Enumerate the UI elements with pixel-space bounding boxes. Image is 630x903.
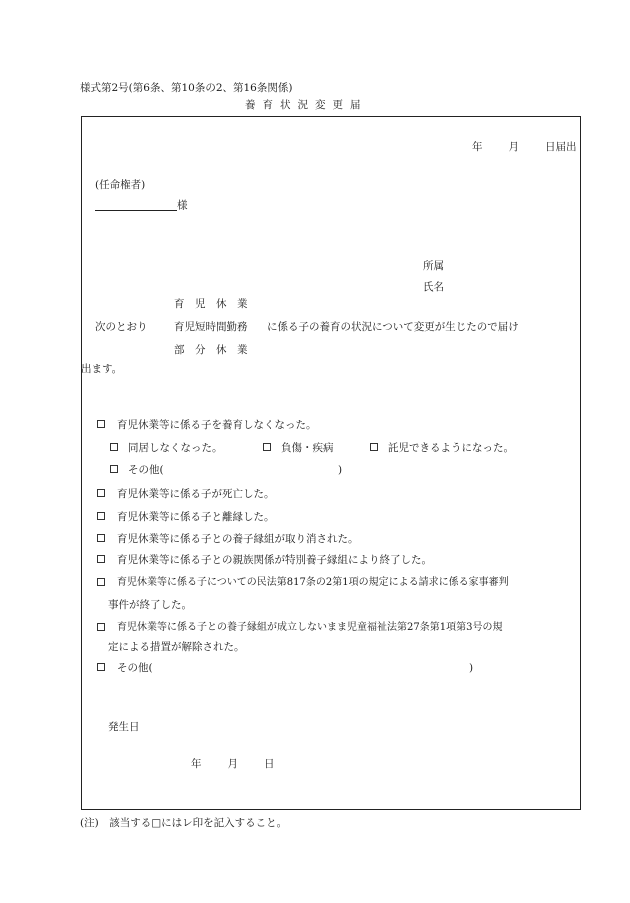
affiliation-label: 所属 xyxy=(423,260,444,272)
footnote: (注) 該当する□にはレ印を記入すること。 xyxy=(80,817,288,829)
sub-not-cohabiting[interactable]: 同居しなくなった。 xyxy=(110,443,223,454)
sub-injury-illness[interactable]: 負傷・疾病 xyxy=(263,443,334,454)
checkbox[interactable] xyxy=(97,663,105,671)
item-special-adoption[interactable]: 育児休業等に係る子との親族関係が特別養子縁組により終了した。 xyxy=(97,555,432,566)
sub-other[interactable]: その他( xyxy=(110,465,164,476)
checkbox[interactable] xyxy=(97,489,105,497)
recipient-blank[interactable] xyxy=(95,199,177,211)
name-label: 氏名 xyxy=(423,281,444,293)
intro-continuation: 出ます。 xyxy=(81,363,123,375)
item-no-longer-raising[interactable]: 育児休業等に係る子を養育しなくなった。 xyxy=(97,420,317,431)
checkbox[interactable] xyxy=(97,555,105,563)
date-day: 日届出 xyxy=(545,141,577,153)
checkbox[interactable] xyxy=(97,512,105,520)
occurrence-month: 月 xyxy=(227,758,238,770)
occurrence-year: 年 xyxy=(191,758,202,770)
recipient-honorific: 様 xyxy=(177,199,188,212)
checkbox[interactable] xyxy=(97,534,105,542)
intro-body: に係る子の養育の状況について変更が生じたので届け xyxy=(267,321,519,333)
form-frame xyxy=(81,116,581,810)
intro-lead: 次のとおり xyxy=(95,321,148,333)
recipient-label: (任命権者) xyxy=(95,179,146,191)
recipient-line[interactable] xyxy=(95,199,188,211)
leave-type-partial: 部 分 休 業 xyxy=(174,344,248,356)
item-child-died[interactable]: 育児休業等に係る子が死亡した。 xyxy=(97,489,275,500)
item-other-close: ) xyxy=(469,662,474,674)
item-family-court[interactable]: 育児休業等に係る子についての民法第817条の2第1項の規定による請求に係る家事審判 xyxy=(97,578,509,588)
sub-other-close: ) xyxy=(338,464,343,476)
occurrence-date[interactable] xyxy=(191,759,275,770)
occurrence-day: 日 xyxy=(264,758,275,770)
item-divorce[interactable]: 育児休業等に係る子と離縁した。 xyxy=(97,512,275,523)
checkbox[interactable] xyxy=(263,443,271,451)
date-year: 年 xyxy=(472,141,483,153)
checkbox[interactable] xyxy=(97,578,105,586)
leave-type-childcare: 育 児 休 業 xyxy=(174,298,248,310)
occurrence-label: 発生日 xyxy=(108,721,140,733)
item-family-court-cont: 事件が終了した。 xyxy=(108,599,192,611)
checkbox[interactable] xyxy=(110,465,118,473)
date-month: 月 xyxy=(508,141,519,153)
leave-type-short-hours: 育児短時間勤務 xyxy=(174,321,248,333)
checkbox[interactable] xyxy=(97,420,105,428)
checkbox[interactable] xyxy=(110,443,118,451)
form-title: 養育状況変更届 xyxy=(245,99,368,111)
item-other[interactable]: その他( xyxy=(97,663,153,674)
checkbox[interactable] xyxy=(370,443,378,451)
submission-date[interactable] xyxy=(472,142,577,153)
sub-daycare[interactable]: 託児できるようになった。 xyxy=(370,443,514,454)
item-welfare-measure-cont: 定による措置が解除された。 xyxy=(108,641,245,653)
form-number: 様式第2号(第6条、第10条の2、第16条関係) xyxy=(80,82,293,94)
checkbox[interactable] xyxy=(97,623,105,631)
item-adoption-cancelled[interactable]: 育児休業等に係る子との養子縁組が取り消された。 xyxy=(97,534,359,545)
item-welfare-measure[interactable]: 育児休業等に係る子との養子縁組が成立しないまま児童福祉法第27条第1項第3号の規 xyxy=(97,623,502,633)
